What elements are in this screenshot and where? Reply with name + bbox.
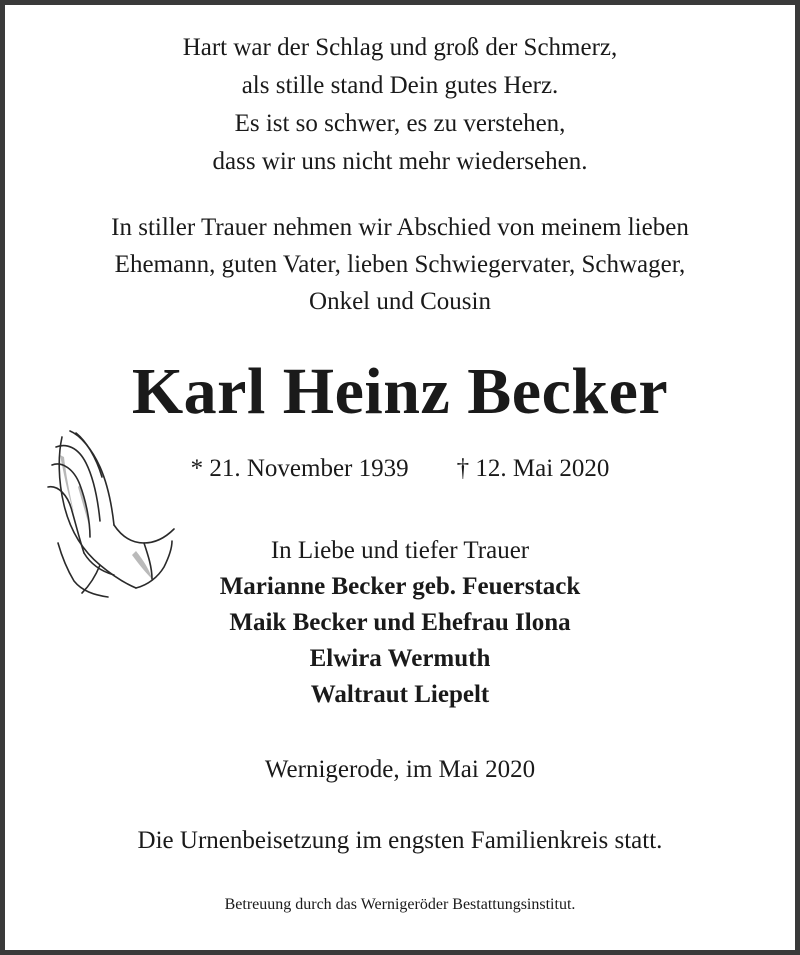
- mourners-intro: In Liebe und tiefer Trauer: [270, 537, 530, 564]
- footer-note: Betreuung durch das Wernigeröder Bestattungsinstitut.: [224, 896, 576, 913]
- birth-date: * 21. November 1939: [190, 455, 409, 482]
- intro-line: In stiller Trauer nehmen wir Abschied von meinem lieben: [111, 214, 689, 241]
- intro-line: Onkel und Cousin: [309, 288, 491, 315]
- burial-note: Die Urnenbeisetzung im engsten Familienkreis statt.: [137, 827, 663, 854]
- death-date: † 12. Mai 2020: [456, 455, 610, 482]
- verse-line: als stille stand Dein gutes Herz.: [241, 72, 559, 99]
- verse-line: Hart war der Schlag und groß der Schmerz,: [182, 34, 618, 61]
- mourner-name: Elwira Wermuth: [309, 645, 491, 672]
- intro-line: Ehemann, guten Vater, lieben Schwiegervater, Schwager,: [114, 251, 686, 278]
- verse-line: dass wir uns nicht mehr wiedersehen.: [212, 148, 588, 175]
- mourner-name: Maik Becker und Ehefrau Ilona: [229, 609, 571, 636]
- mourner-name: Marianne Becker geb. Feuerstack: [219, 573, 581, 600]
- verse-line: Es ist so schwer, es zu verstehen,: [234, 110, 566, 137]
- place-date: Wernigerode, im Mai 2020: [264, 756, 536, 783]
- mourner-name: Waltraut Liepelt: [310, 681, 490, 708]
- deceased-name: Karl Heinz Becker: [131, 355, 669, 428]
